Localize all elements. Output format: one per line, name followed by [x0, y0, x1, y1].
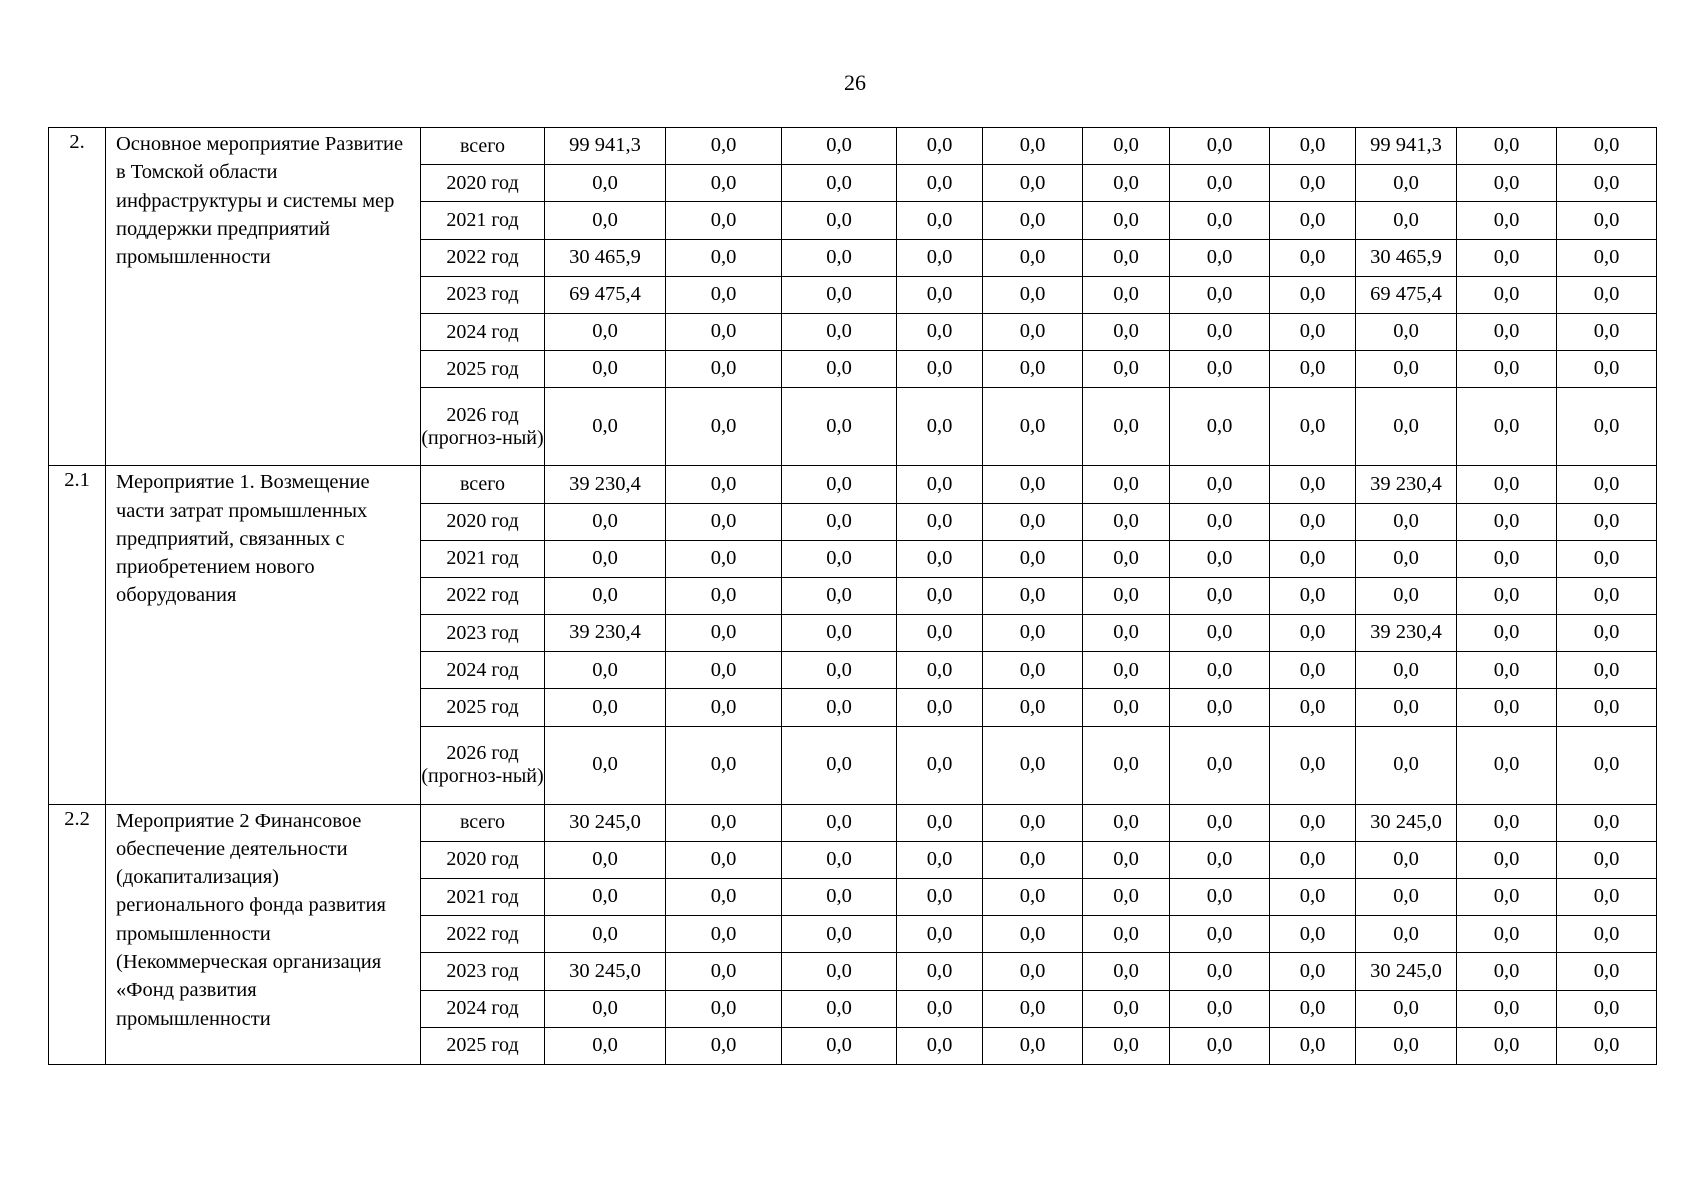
value-cell: 0,0	[1557, 841, 1657, 878]
value-cell: 0,0	[782, 990, 897, 1027]
period-cell: 2024 год	[421, 652, 545, 689]
value-cell: 0,0	[1170, 165, 1270, 202]
value-cell: 0,0	[666, 953, 782, 990]
value-cell: 0,0	[1356, 1027, 1457, 1064]
value-cell: 0,0	[1083, 202, 1170, 239]
value-cell: 0,0	[983, 652, 1083, 689]
value-cell: 0,0	[1356, 990, 1457, 1027]
value-cell: 0,0	[1557, 165, 1657, 202]
value-cell: 0,0	[666, 202, 782, 239]
value-cell: 0,0	[545, 313, 666, 350]
value-cell: 0,0	[1170, 1027, 1270, 1064]
value-cell: 0,0	[1083, 239, 1170, 276]
value-cell: 0,0	[1356, 652, 1457, 689]
value-cell: 0,0	[782, 804, 897, 841]
value-cell: 0,0	[782, 388, 897, 466]
value-cell: 0,0	[545, 503, 666, 540]
value-cell: 0,0	[897, 165, 983, 202]
value-cell: 0,0	[782, 351, 897, 388]
value-cell: 0,0	[1083, 577, 1170, 614]
value-cell: 0,0	[1083, 388, 1170, 466]
value-cell: 0,0	[1170, 388, 1270, 466]
value-cell: 0,0	[1270, 577, 1356, 614]
value-cell: 0,0	[983, 953, 1083, 990]
value-cell: 0,0	[1270, 953, 1356, 990]
value-cell: 0,0	[897, 689, 983, 726]
value-cell: 0,0	[1457, 577, 1557, 614]
value-cell: 0,0	[1356, 503, 1457, 540]
value-cell: 0,0	[545, 388, 666, 466]
period-cell: 2022 год	[421, 577, 545, 614]
value-cell: 0,0	[666, 841, 782, 878]
value-cell: 0,0	[1557, 577, 1657, 614]
value-cell: 30 245,0	[545, 804, 666, 841]
value-cell: 0,0	[545, 726, 666, 804]
value-cell: 0,0	[666, 689, 782, 726]
value-cell: 0,0	[1457, 128, 1557, 165]
value-cell: 0,0	[1270, 540, 1356, 577]
value-cell: 0,0	[897, 503, 983, 540]
value-cell: 0,0	[782, 128, 897, 165]
value-cell: 0,0	[1457, 726, 1557, 804]
value-cell: 0,0	[1457, 804, 1557, 841]
value-cell: 69 475,4	[1356, 276, 1457, 313]
value-cell: 0,0	[1170, 276, 1270, 313]
value-cell: 0,0	[1457, 879, 1557, 916]
value-cell: 0,0	[666, 1027, 782, 1064]
value-cell: 0,0	[1170, 128, 1270, 165]
value-cell: 0,0	[1270, 351, 1356, 388]
value-cell: 99 941,3	[1356, 128, 1457, 165]
value-cell: 0,0	[1083, 953, 1170, 990]
value-cell: 0,0	[1083, 351, 1170, 388]
value-cell: 0,0	[1170, 879, 1270, 916]
value-cell: 0,0	[666, 503, 782, 540]
value-cell: 0,0	[983, 503, 1083, 540]
value-cell: 0,0	[666, 577, 782, 614]
value-cell: 0,0	[1083, 313, 1170, 350]
value-cell: 0,0	[897, 804, 983, 841]
value-cell: 0,0	[545, 916, 666, 953]
period-cell: 2025 год	[421, 351, 545, 388]
value-cell: 0,0	[666, 652, 782, 689]
value-cell: 0,0	[545, 351, 666, 388]
value-cell: 0,0	[1083, 276, 1170, 313]
value-cell: 0,0	[1557, 202, 1657, 239]
value-cell: 0,0	[1170, 726, 1270, 804]
value-cell: 0,0	[897, 990, 983, 1027]
value-cell: 0,0	[1083, 689, 1170, 726]
value-cell: 0,0	[782, 276, 897, 313]
value-cell: 0,0	[1356, 577, 1457, 614]
value-cell: 99 941,3	[545, 128, 666, 165]
value-cell: 0,0	[897, 615, 983, 652]
value-cell: 0,0	[1270, 689, 1356, 726]
value-cell: 0,0	[1557, 652, 1657, 689]
value-cell: 0,0	[545, 689, 666, 726]
value-cell: 0,0	[666, 804, 782, 841]
value-cell: 0,0	[1170, 351, 1270, 388]
value-cell: 0,0	[1457, 990, 1557, 1027]
value-cell: 0,0	[897, 466, 983, 503]
period-cell: 2025 год	[421, 689, 545, 726]
period-cell: всего	[421, 804, 545, 841]
value-cell: 0,0	[1356, 879, 1457, 916]
value-cell: 0,0	[897, 540, 983, 577]
section-title: Мероприятие 2 Финансовое обеспечение деятельности (докапитализация) регионального фонда развития промышленности (Некоммерческая организация «Фонд развития промышленности	[106, 804, 421, 1064]
value-cell: 0,0	[666, 128, 782, 165]
value-cell: 0,0	[1457, 503, 1557, 540]
value-cell: 0,0	[1170, 916, 1270, 953]
value-cell: 0,0	[897, 916, 983, 953]
value-cell: 39 230,4	[1356, 615, 1457, 652]
value-cell: 0,0	[1557, 615, 1657, 652]
value-cell: 0,0	[782, 466, 897, 503]
value-cell: 0,0	[1557, 239, 1657, 276]
value-cell: 0,0	[666, 726, 782, 804]
value-cell: 0,0	[897, 652, 983, 689]
value-cell: 0,0	[1170, 540, 1270, 577]
value-cell: 0,0	[983, 540, 1083, 577]
value-cell: 0,0	[1083, 1027, 1170, 1064]
value-cell: 0,0	[983, 165, 1083, 202]
value-cell: 0,0	[782, 165, 897, 202]
value-cell: 0,0	[1457, 615, 1557, 652]
value-cell: 0,0	[666, 540, 782, 577]
value-cell: 0,0	[1457, 313, 1557, 350]
value-cell: 0,0	[1083, 165, 1170, 202]
value-cell: 0,0	[1356, 313, 1457, 350]
value-cell: 0,0	[897, 577, 983, 614]
value-cell: 0,0	[545, 1027, 666, 1064]
value-cell: 0,0	[1356, 689, 1457, 726]
value-cell: 0,0	[1083, 540, 1170, 577]
value-cell: 0,0	[782, 689, 897, 726]
value-cell: 0,0	[1557, 540, 1657, 577]
value-cell: 0,0	[1270, 388, 1356, 466]
value-cell: 0,0	[1457, 276, 1557, 313]
value-cell: 0,0	[1170, 202, 1270, 239]
value-cell: 0,0	[1083, 726, 1170, 804]
value-cell: 0,0	[1170, 689, 1270, 726]
value-cell: 0,0	[1356, 202, 1457, 239]
period-cell: 2026 год (прогноз-ный)	[421, 726, 545, 804]
value-cell: 0,0	[983, 351, 1083, 388]
value-cell: 0,0	[1083, 466, 1170, 503]
value-cell: 0,0	[897, 202, 983, 239]
period-cell: 2023 год	[421, 276, 545, 313]
value-cell: 0,0	[1083, 916, 1170, 953]
value-cell: 0,0	[897, 953, 983, 990]
value-cell: 0,0	[782, 313, 897, 350]
value-cell: 0,0	[545, 652, 666, 689]
value-cell: 0,0	[1356, 726, 1457, 804]
table-body	[49, 128, 1657, 1065]
value-cell: 0,0	[1270, 841, 1356, 878]
period-cell: 2023 год	[421, 953, 545, 990]
value-cell: 0,0	[983, 239, 1083, 276]
value-cell: 0,0	[666, 916, 782, 953]
value-cell: 0,0	[1356, 388, 1457, 466]
period-cell: 2025 год	[421, 1027, 545, 1064]
value-cell: 0,0	[983, 1027, 1083, 1064]
value-cell: 0,0	[545, 165, 666, 202]
value-cell: 0,0	[983, 577, 1083, 614]
budget-table	[48, 127, 1657, 1065]
value-cell: 0,0	[1270, 202, 1356, 239]
value-cell: 39 230,4	[1356, 466, 1457, 503]
value-cell: 0,0	[1557, 1027, 1657, 1064]
value-cell: 0,0	[1457, 165, 1557, 202]
value-cell: 0,0	[782, 577, 897, 614]
value-cell: 0,0	[1170, 577, 1270, 614]
section-number: 2.2	[49, 804, 106, 1064]
value-cell: 0,0	[1457, 202, 1557, 239]
value-cell: 0,0	[782, 652, 897, 689]
value-cell: 0,0	[1557, 689, 1657, 726]
value-cell: 0,0	[897, 239, 983, 276]
value-cell: 0,0	[1457, 689, 1557, 726]
value-cell: 0,0	[1270, 1027, 1356, 1064]
value-cell: 0,0	[1457, 652, 1557, 689]
value-cell: 0,0	[782, 953, 897, 990]
value-cell: 30 465,9	[545, 239, 666, 276]
period-cell: 2020 год	[421, 165, 545, 202]
value-cell: 0,0	[782, 1027, 897, 1064]
value-cell: 0,0	[666, 239, 782, 276]
value-cell: 0,0	[1270, 726, 1356, 804]
value-cell: 0,0	[1270, 313, 1356, 350]
period-cell: всего	[421, 466, 545, 503]
value-cell: 0,0	[897, 351, 983, 388]
value-cell: 0,0	[1557, 879, 1657, 916]
value-cell: 0,0	[1083, 615, 1170, 652]
value-cell: 0,0	[1270, 804, 1356, 841]
value-cell: 0,0	[1270, 503, 1356, 540]
period-cell: 2021 год	[421, 879, 545, 916]
value-cell: 0,0	[1356, 351, 1457, 388]
period-cell: 2023 год	[421, 615, 545, 652]
table-row	[49, 804, 1657, 841]
period-cell: 2022 год	[421, 916, 545, 953]
value-cell: 0,0	[1170, 313, 1270, 350]
value-cell: 39 230,4	[545, 615, 666, 652]
table-row	[49, 466, 1657, 503]
value-cell: 0,0	[782, 540, 897, 577]
value-cell: 0,0	[983, 879, 1083, 916]
value-cell: 0,0	[983, 276, 1083, 313]
value-cell: 0,0	[1356, 916, 1457, 953]
value-cell: 0,0	[782, 615, 897, 652]
value-cell: 0,0	[1270, 128, 1356, 165]
value-cell: 0,0	[782, 726, 897, 804]
value-cell: 0,0	[1557, 128, 1657, 165]
value-cell: 30 245,0	[1356, 804, 1457, 841]
value-cell: 0,0	[1170, 239, 1270, 276]
value-cell: 0,0	[897, 388, 983, 466]
value-cell: 0,0	[666, 313, 782, 350]
value-cell: 0,0	[1557, 726, 1657, 804]
value-cell: 0,0	[1270, 276, 1356, 313]
value-cell: 0,0	[1270, 916, 1356, 953]
value-cell: 0,0	[1083, 503, 1170, 540]
value-cell: 0,0	[1457, 388, 1557, 466]
value-cell: 0,0	[1083, 652, 1170, 689]
value-cell: 0,0	[545, 202, 666, 239]
value-cell: 0,0	[666, 388, 782, 466]
value-cell: 0,0	[1270, 879, 1356, 916]
value-cell: 0,0	[983, 916, 1083, 953]
section-number: 2.1	[49, 466, 106, 804]
value-cell: 0,0	[897, 879, 983, 916]
page-number: 26	[844, 70, 866, 95]
value-cell: 0,0	[1083, 879, 1170, 916]
value-cell: 0,0	[666, 990, 782, 1027]
value-cell: 0,0	[1457, 540, 1557, 577]
value-cell: 0,0	[1557, 466, 1657, 503]
value-cell: 0,0	[1557, 351, 1657, 388]
value-cell: 0,0	[983, 128, 1083, 165]
value-cell: 0,0	[545, 879, 666, 916]
value-cell: 0,0	[897, 128, 983, 165]
value-cell: 0,0	[1457, 1027, 1557, 1064]
value-cell: 0,0	[983, 615, 1083, 652]
value-cell: 0,0	[666, 276, 782, 313]
value-cell: 0,0	[1270, 239, 1356, 276]
value-cell: 0,0	[1457, 466, 1557, 503]
value-cell: 0,0	[897, 313, 983, 350]
value-cell: 0,0	[1083, 841, 1170, 878]
value-cell: 0,0	[983, 804, 1083, 841]
period-cell: 2024 год	[421, 990, 545, 1027]
value-cell: 0,0	[983, 388, 1083, 466]
value-cell: 0,0	[983, 313, 1083, 350]
value-cell: 0,0	[1170, 615, 1270, 652]
value-cell: 39 230,4	[545, 466, 666, 503]
value-cell: 0,0	[666, 879, 782, 916]
value-cell: 0,0	[1170, 953, 1270, 990]
value-cell: 0,0	[545, 540, 666, 577]
period-cell: 2020 год	[421, 841, 545, 878]
section-title: Основное мероприятие Развитие в Томской области инфраструктуры и системы мер поддержки предприятий промышленности	[106, 128, 421, 466]
value-cell: 0,0	[1457, 916, 1557, 953]
table-row	[49, 128, 1657, 165]
period-cell: 2026 год (прогноз-ный)	[421, 388, 545, 466]
value-cell: 0,0	[1170, 804, 1270, 841]
period-cell: всего	[421, 128, 545, 165]
value-cell: 0,0	[1457, 841, 1557, 878]
value-cell: 0,0	[1170, 841, 1270, 878]
period-cell: 2020 год	[421, 503, 545, 540]
value-cell: 0,0	[983, 726, 1083, 804]
value-cell: 0,0	[545, 990, 666, 1027]
value-cell: 0,0	[1170, 466, 1270, 503]
period-cell: 2021 год	[421, 202, 545, 239]
value-cell: 0,0	[782, 879, 897, 916]
section-number: 2.	[49, 128, 106, 466]
value-cell: 0,0	[1356, 841, 1457, 878]
value-cell: 0,0	[666, 615, 782, 652]
value-cell: 0,0	[1170, 652, 1270, 689]
value-cell: 0,0	[897, 726, 983, 804]
value-cell: 0,0	[983, 466, 1083, 503]
value-cell: 0,0	[1270, 466, 1356, 503]
value-cell: 0,0	[983, 202, 1083, 239]
value-cell: 0,0	[1170, 503, 1270, 540]
value-cell: 0,0	[1557, 276, 1657, 313]
value-cell: 0,0	[1270, 165, 1356, 202]
value-cell: 69 475,4	[545, 276, 666, 313]
value-cell: 0,0	[545, 841, 666, 878]
value-cell: 0,0	[1457, 351, 1557, 388]
value-cell: 0,0	[1083, 128, 1170, 165]
section-title: Мероприятие 1. Возмещение части затрат промышленных предприятий, связанных с приобретением нового оборудования	[106, 466, 421, 804]
value-cell: 0,0	[666, 466, 782, 503]
value-cell: 30 465,9	[1356, 239, 1457, 276]
period-cell: 2024 год	[421, 313, 545, 350]
value-cell: 0,0	[1270, 652, 1356, 689]
value-cell: 0,0	[1557, 916, 1657, 953]
value-cell: 0,0	[983, 990, 1083, 1027]
value-cell: 0,0	[1356, 165, 1457, 202]
period-cell: 2022 год	[421, 239, 545, 276]
value-cell: 0,0	[782, 916, 897, 953]
value-cell: 0,0	[1557, 990, 1657, 1027]
value-cell: 30 245,0	[1356, 953, 1457, 990]
value-cell: 0,0	[983, 841, 1083, 878]
value-cell: 0,0	[1270, 615, 1356, 652]
value-cell: 0,0	[782, 202, 897, 239]
value-cell: 0,0	[1557, 388, 1657, 466]
value-cell: 0,0	[897, 841, 983, 878]
value-cell: 0,0	[1557, 953, 1657, 990]
value-cell: 0,0	[897, 1027, 983, 1064]
period-cell: 2021 год	[421, 540, 545, 577]
value-cell: 0,0	[782, 503, 897, 540]
value-cell: 0,0	[1557, 313, 1657, 350]
value-cell: 0,0	[782, 239, 897, 276]
value-cell: 0,0	[545, 577, 666, 614]
value-cell: 0,0	[1457, 239, 1557, 276]
value-cell: 0,0	[1457, 953, 1557, 990]
value-cell: 0,0	[1083, 804, 1170, 841]
value-cell: 0,0	[666, 165, 782, 202]
value-cell: 0,0	[1270, 990, 1356, 1027]
value-cell: 0,0	[782, 841, 897, 878]
value-cell: 0,0	[666, 351, 782, 388]
value-cell: 30 245,0	[545, 953, 666, 990]
value-cell: 0,0	[1170, 990, 1270, 1027]
value-cell: 0,0	[1557, 503, 1657, 540]
value-cell: 0,0	[983, 689, 1083, 726]
value-cell: 0,0	[1356, 540, 1457, 577]
value-cell: 0,0	[897, 276, 983, 313]
value-cell: 0,0	[1083, 990, 1170, 1027]
value-cell: 0,0	[1557, 804, 1657, 841]
